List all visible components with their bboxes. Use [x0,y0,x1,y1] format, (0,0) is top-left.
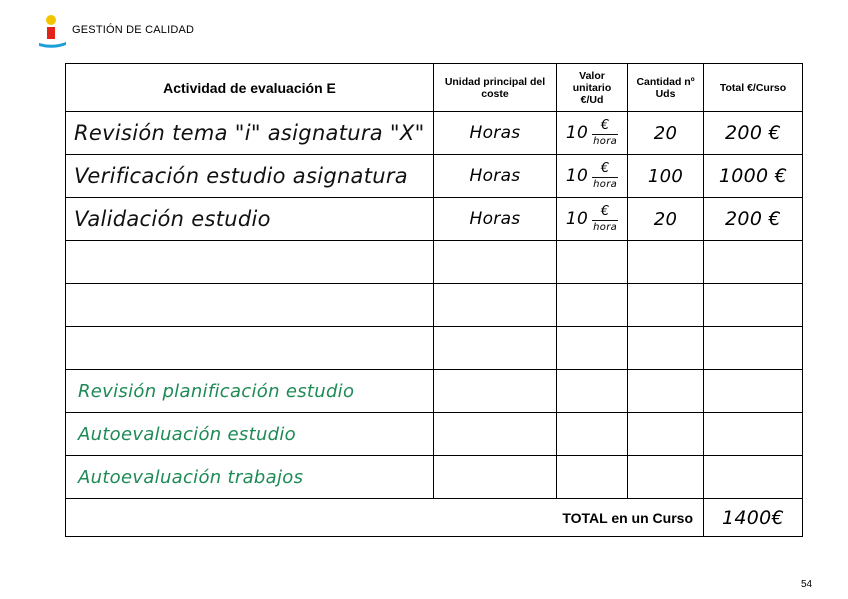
quantity-cell [628,241,704,284]
total-cell [704,413,803,456]
total-row [66,499,803,537]
total-cell [704,327,803,370]
header-total: Total €/Curso [704,64,803,112]
quality-logo-icon [38,15,68,49]
fraction-denominator: hora [593,179,618,190]
total-cell [704,284,803,327]
activity-cell: Revisión tema "i" asignatura "X" [66,112,434,155]
unit-cell [434,241,557,284]
unit-value-cell [557,456,628,499]
quantity-cell: 20 [628,112,704,155]
total-cell: 200 € [704,112,803,155]
activity-cell: Autoevaluación estudio [66,413,434,456]
unit-cell: Horas [434,155,557,198]
unit-value-cell [557,198,628,241]
unit-cell [434,413,557,456]
unit-value-cell [557,284,628,327]
table-row [66,327,803,370]
quantity-cell: 100 [628,155,704,198]
table-row [66,112,803,155]
unit-cell: Horas [434,198,557,241]
fraction-denominator: hora [593,222,618,233]
unit-cell: Horas [434,112,557,155]
table-row [66,155,803,198]
unit-fraction [592,119,618,147]
table-row [66,241,803,284]
header-activity: Actividad de evaluación E [66,64,434,112]
total-cell [704,456,803,499]
activity-cell: Revisión planificación estudio [66,370,434,413]
brand-title: GESTIÓN DE CALIDAD [72,24,195,36]
activity-cell: Verificación estudio asignatura [66,155,434,198]
header-unit: Unidad principal del coste [434,64,557,112]
quantity-cell: 20 [628,198,704,241]
fraction-numerator: € [600,204,610,219]
total-cell [704,370,803,413]
header-quantity: Cantidad nº Uds [628,64,704,112]
total-label: TOTAL en un Curso [66,499,704,537]
quantity-cell [628,456,704,499]
unit-value-number: 10 [565,209,589,229]
fraction-denominator: hora [593,136,618,147]
unit-value-number: 10 [565,166,589,186]
activity-cell [66,241,434,284]
activity-cell: Validación estudio [66,198,434,241]
activity-cell [66,327,434,370]
table-row [66,456,803,499]
unit-value-cell [557,413,628,456]
table-row [66,284,803,327]
unit-cell [434,456,557,499]
header-unit-value: Valor unitario €/Ud [557,64,628,112]
unit-value-cell [557,241,628,284]
fraction-numerator: € [600,161,610,176]
activity-cell [66,284,434,327]
page-number: 54 [801,579,813,590]
quantity-cell [628,327,704,370]
unit-value-cell [557,370,628,413]
unit-value-cell [557,327,628,370]
table-row [66,370,803,413]
unit-value-number: 10 [565,123,589,143]
unit-value-cell [557,155,628,198]
unit-fraction [592,205,618,233]
total-cell: 200 € [704,198,803,241]
table-header-row [66,64,803,112]
total-cell [704,241,803,284]
quantity-cell [628,370,704,413]
table-row [66,413,803,456]
grand-total-value: 1400€ [704,499,803,537]
unit-cell [434,327,557,370]
unit-cell [434,370,557,413]
unit-cell [434,284,557,327]
activity-cell: Autoevaluación trabajos [66,456,434,499]
quantity-cell [628,413,704,456]
quantity-cell [628,284,704,327]
unit-value-cell [557,112,628,155]
evaluation-cost-table [65,63,803,537]
total-cell: 1000 € [704,155,803,198]
fraction-numerator: € [600,118,610,133]
unit-fraction [592,162,618,190]
table-row [66,198,803,241]
